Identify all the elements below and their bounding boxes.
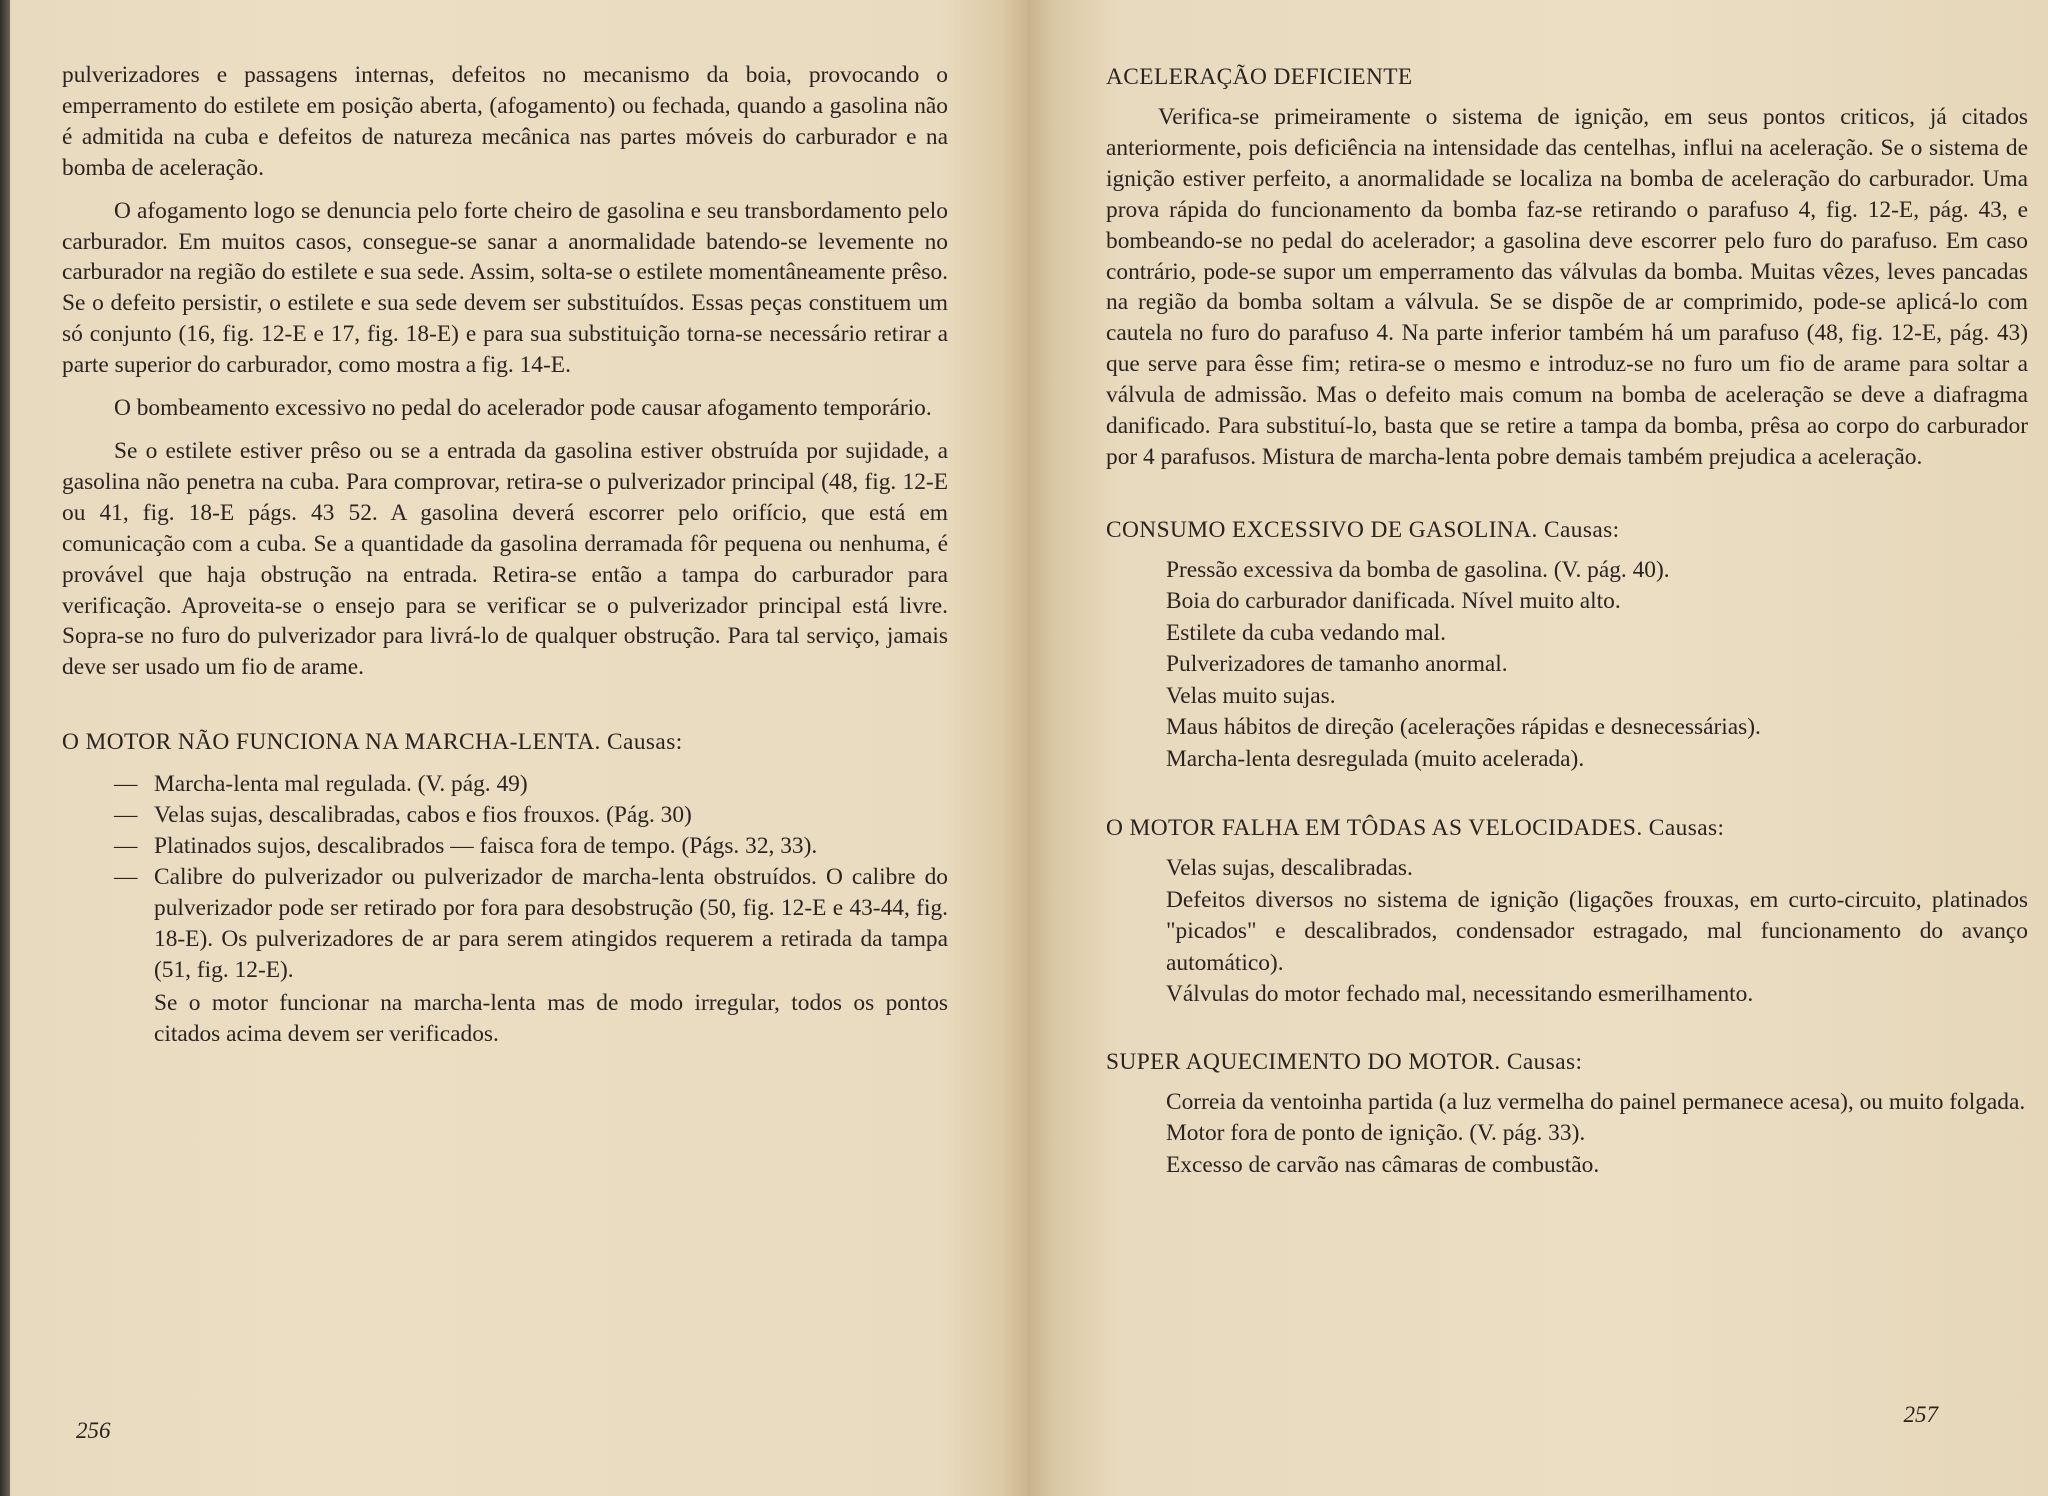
list-item: Pressão excessiva da bomba de gasolina. (V. pág. 40). bbox=[1166, 556, 1670, 583]
dash-marker: — bbox=[114, 802, 138, 829]
section-heading-consumo: CONSUMO EXCESSIVO DE GASOLINA. Causas: bbox=[1106, 516, 1620, 543]
section-heading-aceleracao: ACELERAÇÃO DEFICIENTE bbox=[1106, 64, 1413, 90]
page-number: 257 bbox=[1903, 1402, 1938, 1427]
list-item: Velas sujas, descalibradas. bbox=[1166, 855, 1413, 882]
paragraph-afogamento: O afogamento logo se denuncia pelo forte cheiro de gasolina e seu transbordamento pelo carburador. Em muitos casos, consegue-se sanar a anormalidade batendo-se levemente no carburador na região do estilete e sua sede. Assim, solta-se o estilete momentâneamente prêso. Se o defeito persistir, o estilete e sua sede devem ser substituídos. Essas peças constituem um só conjunto (16, fig. 12-E e 17, fig. 18-E) e para sua substituição torna-se necessário retirar a parte superior do carburador, como mostra a fig. 14-E. bbox=[62, 197, 948, 379]
list-item: Válvulas do motor fechado mal, necessitando esmerilhamento. bbox=[1166, 981, 1754, 1008]
list-item: Maus hábitos de direção (acelerações rápidas e desnecessárias). bbox=[1166, 714, 1761, 741]
page-number: 256 bbox=[76, 1418, 111, 1443]
falha-causes bbox=[1106, 853, 2028, 1011]
list-item bbox=[114, 862, 948, 986]
paragraph-aceleracao: Verifica-se primeiramente o sistema de ignição, em seus pontos criticos, já citados anteriormente, pois deficiência na intensidade das centelhas, influi na aceleração. Se o sistema de ignição estiver perfeito, a anormalidade se localiza na bomba de aceleração do carburador. Uma prova rápida do funcionamento da bomba faz-se retirando o parafuso 4, fig. 12-E, pág. 43, e bombeando-se no pedal do acelerador; a gasolina deve escorrer pelo furo do parafuso. Em caso contrário, pode-se supor um emperramento das válvulas da bomba. Muitas vêzes, leves pancadas na região da bomba soltam a válvula. Se se dispõe de ar comprimido, pode-se aplicá-lo com cautela no furo do parafuso 4. Na parte inferior também há um parafuso (48, fig. 12-E, pág. 43) que serve para êsse fim; retira-se o mesmo e introduz-se no furo um fio de arame para soltar a válvula de admissão. Mas o defeito mais comum na bomba de aceleração se deve a diafragma danificado. Para substituí-lo, basta que se retire a tampa da bomba, prêsa ao corpo do carburador por 4 parafusos. Mistura de marcha-lenta pobre demais também prejudica a aceleração. bbox=[1106, 104, 2028, 470]
dash-marker: — bbox=[114, 771, 138, 798]
section-heading-falha: O MOTOR FALHA EM TÔDAS AS VELOCIDADES. Causas: bbox=[1106, 815, 1725, 842]
list-item: Excesso de carvão nas câmaras de combustão. bbox=[1166, 1151, 1600, 1178]
page-edge bbox=[0, 0, 10, 1496]
paragraph-bombeamento: O bombeamento excessivo no pedal do acelerador pode causar afogamento temporário. bbox=[114, 395, 932, 422]
list-item: Estilete da cuba vedando mal. bbox=[1166, 619, 1446, 646]
causes-list bbox=[62, 769, 948, 986]
list-item: Correia da ventoinha partida (a luz vermelha do painel permanece acesa), ou muito folgada. bbox=[1166, 1088, 2026, 1115]
list-item: Velas muito sujas. bbox=[1166, 682, 1336, 709]
list-item: Marcha-lenta desregulada (muito acelerada). bbox=[1166, 745, 1585, 772]
paragraph-estilete: Se o estilete estiver prêso ou se a entrada da gasolina estiver obstruída por sujidade, a gasolina não penetra na cuba. Para comprovar, retira-se o pulverizador principal (48, fig. 12-E ou 41, fig. 18-E págs. 43 52. A gasolina deverá escorrer pelo orifício, que está em comunicação com a cuba. Se a quantidade da gasolina derramada fôr pequena ou nenhuma, é provável que haja obstrução na entrada. Retira-se então a tampa do carburador para verificação. Aproveita-se o ensejo para se verificar se o pulverizador principal está livre. Sopra-se no furo do pulverizador para livrá-lo de qualquer obstrução. Para tal serviço, jamais deve ser usado um fio de arame. bbox=[62, 437, 948, 681]
list-item-text: Velas sujas, descalibradas, cabos e fios frouxos. (Pág. 30) bbox=[154, 802, 692, 829]
paragraph-continuation: pulverizadores e passagens internas, defeitos no mecanismo da boia, provocando o emperramento do estilete em posição aberta, (afogamento) ou fechada, quando a gasolina não é admitida na cuba e defeitos de natureza mecânica nas partes móveis do carburador e na bomba de aceleração. bbox=[62, 62, 948, 181]
list-item bbox=[114, 831, 948, 862]
list-item-text: Platinados sujos, descalibrados — faisca fora de tempo. (Págs. 32, 33). bbox=[154, 833, 818, 860]
list-item-text: Calibre do pulverizador ou pulverizador de marcha-lenta obstruídos. O calibre do pulverizador pode ser retirado por fora para desobstrução (50, fig. 12-E e 43-44, fig. 18-E). Os pulverizadores de ar para serem atingidos requerem a retirada da tampa (51, fig. 12-E). bbox=[154, 864, 948, 984]
dash-marker: — bbox=[114, 833, 138, 860]
list-item bbox=[114, 800, 948, 831]
section-heading-marcha-lenta: O MOTOR NÃO FUNCIONA NA MARCHA-LENTA. Causas: bbox=[62, 729, 683, 756]
aquecimento-causes bbox=[1106, 1087, 2028, 1182]
list-item: Boia do carburador danificada. Nível muito alto. bbox=[1166, 588, 1621, 615]
section-heading-aquecimento: SUPER AQUECIMENTO DO MOTOR. Causas: bbox=[1106, 1048, 1583, 1075]
list-item: Pulverizadores de tamanho anormal. bbox=[1166, 651, 1508, 678]
consumo-causes bbox=[1106, 555, 2028, 776]
right-page bbox=[1028, 0, 2048, 1496]
list-item: Defeitos diversos no sistema de ignição (ligações frouxas, em curto-circuito, platinados "picados" e descalibrados, condensador estragado, mal funcionamento do avanço automático). bbox=[1166, 886, 2028, 976]
dash-marker: — bbox=[114, 864, 138, 891]
closing-note: Se o motor funcionar na marcha-lenta mas de modo irregular, todos os pontos citados acima devem ser verificados. bbox=[154, 990, 948, 1048]
list-item: Motor fora de ponto de ignição. (V. pág. 33). bbox=[1166, 1120, 1586, 1147]
list-item bbox=[114, 769, 948, 800]
list-item-text: Marcha-lenta mal regulada. (V. pág. 49) bbox=[154, 771, 528, 798]
